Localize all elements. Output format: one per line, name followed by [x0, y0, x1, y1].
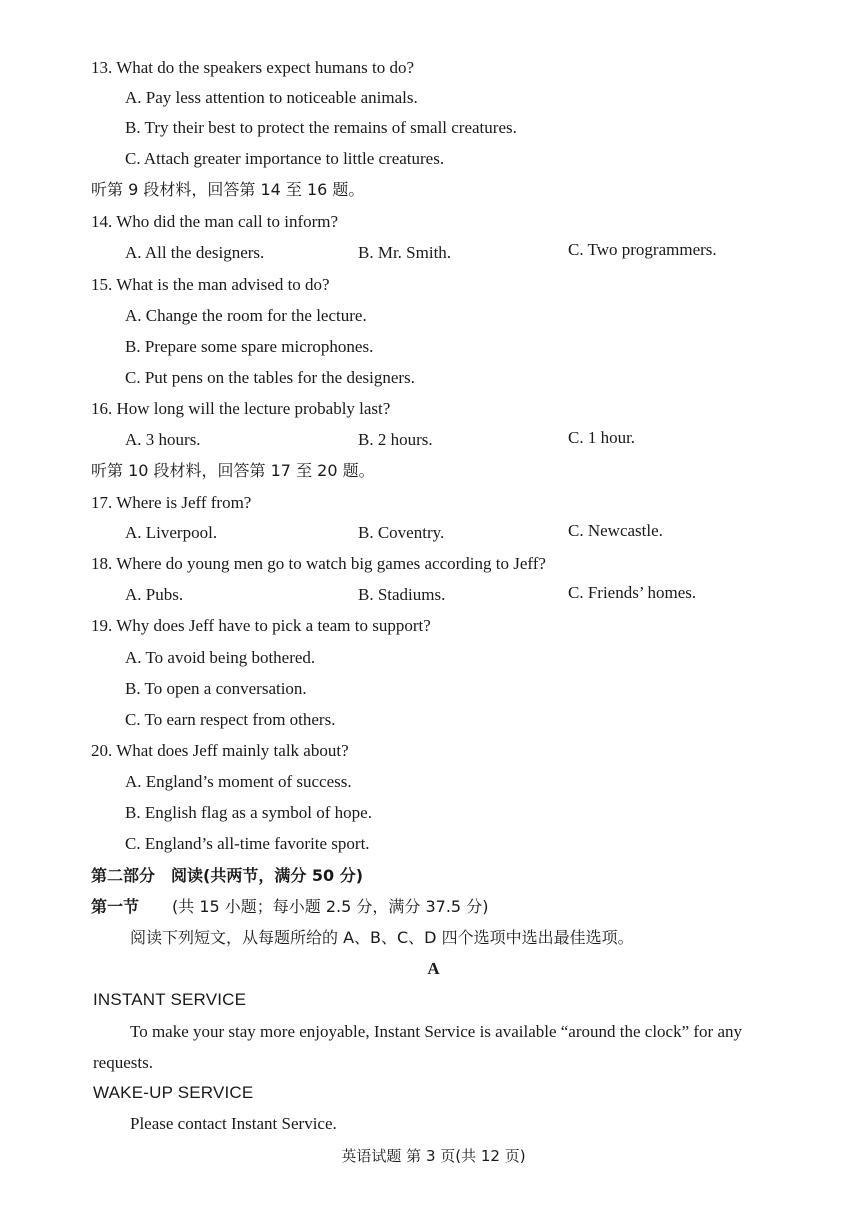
question-17-option-c: C. Newcastle.	[568, 521, 663, 540]
question-14-option-b: B. Mr. Smith.	[358, 243, 452, 262]
passage-paragraph-1-line-1: To make your stay more enjoyable, Instant Service is available “around the clock” for any	[130, 1022, 742, 1041]
question-14-option-a: A. All the designers.	[125, 243, 265, 262]
question-17-option-a: A. Liverpool.	[125, 523, 218, 542]
question-14-stem: 14. Who did the man call to inform?	[91, 212, 339, 231]
question-19-option-b: B. To open a conversation.	[125, 679, 307, 698]
part-2-section-1-label: 第一节	[91, 897, 140, 916]
passage-paragraph-1-line-2: requests.	[93, 1053, 153, 1072]
question-13-option-c: C. Attach greater importance to little creatures.	[125, 149, 445, 168]
question-18-option-b: B. Stadiums.	[358, 585, 446, 604]
part-2-title: 第二部分 阅读(共两节，满分 50 分)	[91, 866, 364, 885]
question-18-stem: 18. Where do young men go to watch big games according to Jeff?	[91, 554, 546, 573]
question-20-option-b: B. English flag as a symbol of hope.	[125, 803, 372, 822]
question-20-option-a: A. England’s moment of success.	[125, 772, 352, 791]
question-16-option-c: C. 1 hour.	[568, 428, 636, 447]
question-15-option-a: A. Change the room for the lecture.	[125, 306, 367, 325]
question-14-option-c: C. Two programmers.	[568, 240, 717, 259]
question-20-stem: 20. What does Jeff mainly talk about?	[91, 741, 349, 760]
question-19-option-c: C. To earn respect from others.	[125, 710, 336, 729]
passage-paragraph-2: Please contact Instant Service.	[130, 1114, 337, 1133]
instruction-section-10: 听第 10 段材料，回答第 17 至 20 题。	[91, 461, 375, 480]
question-13-stem: 13. What do the speakers expect humans to do?	[91, 58, 415, 77]
passage-letter: A	[427, 959, 440, 978]
question-16-option-a: A. 3 hours.	[125, 430, 201, 449]
question-13-option-a: A. Pay less attention to noticeable animals.	[125, 88, 418, 107]
passage-heading-instant-service: INSTANT SERVICE	[93, 990, 247, 1009]
question-18-option-c: C. Friends’ homes.	[568, 583, 697, 602]
question-15-option-b: B. Prepare some spare microphones.	[125, 337, 374, 356]
instruction-section-9: 听第 9 段材料，回答第 14 至 16 题。	[91, 180, 365, 199]
page-footer: 英语试题 第 3 页(共 12 页)	[341, 1147, 526, 1165]
question-19-option-a: A. To avoid being bothered.	[125, 648, 316, 667]
passage-heading-wake-up-service: WAKE-UP SERVICE	[93, 1083, 254, 1102]
question-16-stem: 16. How long will the lecture probably last?	[91, 399, 391, 418]
question-18-option-a: A. Pubs.	[125, 585, 184, 604]
question-16-option-b: B. 2 hours.	[358, 430, 433, 449]
part-2-instruction: 阅读下列短文，从每题所给的 A、B、C、D 四个选项中选出最佳选项。	[130, 928, 634, 947]
question-15-option-c: C. Put pens on the tables for the designers.	[125, 368, 415, 387]
question-20-option-c: C. England’s all-time favorite sport.	[125, 834, 370, 853]
part-2-section-1-info: (共 15 小题；每小题 2.5 分，满分 37.5 分)	[172, 897, 489, 916]
question-15-stem: 15. What is the man advised to do?	[91, 275, 330, 294]
question-17-stem: 17. Where is Jeff from?	[91, 493, 252, 512]
question-17-option-b: B. Coventry.	[358, 523, 445, 542]
question-19-stem: 19. Why does Jeff have to pick a team to support?	[91, 616, 431, 635]
question-13-option-b: B. Try their best to protect the remains of small creatures.	[125, 118, 517, 137]
